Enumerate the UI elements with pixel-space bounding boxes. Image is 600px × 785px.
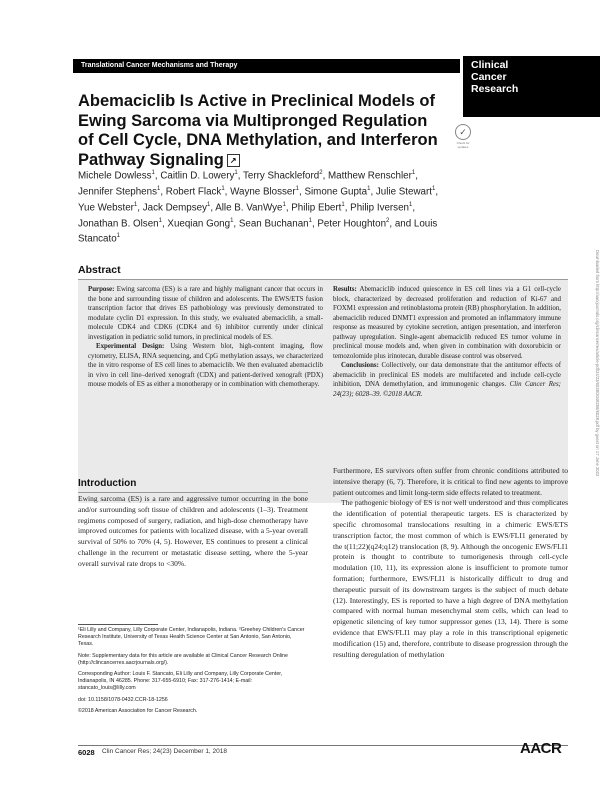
author-affiliation-mark: 1 bbox=[341, 201, 345, 208]
author-affiliation-mark: 1 bbox=[156, 185, 161, 192]
abstract-purpose bbox=[88, 285, 323, 342]
author-name: Caitlin D. Lowery bbox=[160, 170, 235, 182]
abstract-conclusions bbox=[333, 361, 561, 399]
author-name: Matthew Renschler bbox=[328, 170, 412, 182]
author-affiliation-mark: 1 bbox=[116, 233, 121, 240]
purpose-lead: Purpose: bbox=[88, 286, 115, 293]
section-label: Translational Cancer Mechanisms and Therapy bbox=[73, 59, 460, 73]
author-affiliation-mark: 2 bbox=[386, 217, 390, 224]
purpose-text: Ewing sarcoma (ES) is a rare and highly malignant cancer that occurs in the bone and surrounding tissue of children and adolescents. The EWS/ETS fusion transcription factor that drives ES pathobiology was previously demonstrated to modulate cyclin D1 expression. In this study, we evaluated abemaciclib, a small-molecule CDK4 and CDK6 (CDK4 and 6) inhibitor currently under clinical investigation in pediatric solid tumors, in preclinical models of ES. bbox=[88, 286, 324, 341]
author-name: Xueqian Gong bbox=[167, 217, 231, 229]
abstract-left-column bbox=[88, 285, 323, 390]
conclusions-lead: Conclusions: bbox=[341, 362, 379, 370]
check-updates-label[interactable]: Check for updates bbox=[456, 141, 470, 149]
conclusions-text: Collectively, our data demonstrate that the antitumor effects of abemaciclib in preclinical ES models are multifaceted and include cell-cycle inhibition, DNA demethylation, and immunogenic changes. bbox=[333, 362, 561, 389]
author-affiliation-mark: 1 bbox=[431, 185, 436, 192]
author-affiliation-mark: 1 bbox=[158, 217, 162, 224]
author-name: Jack Dempsey bbox=[142, 201, 207, 213]
doi[interactable]: doi: 10.1158/1078-0432.CCR-18-1256 bbox=[78, 696, 168, 703]
author-name: Peter Houghton bbox=[317, 217, 387, 229]
author-affiliation-mark: 1 bbox=[282, 201, 286, 208]
author-name: Jonathan B. Olsen bbox=[78, 217, 159, 229]
author-name: Sean Buchanan bbox=[238, 217, 309, 229]
article-title bbox=[78, 92, 438, 170]
abstract-right-column bbox=[333, 285, 561, 400]
abstract-rule bbox=[78, 279, 568, 280]
author-affiliation-mark: 1 bbox=[221, 185, 225, 192]
author-list: Michele Dowless$^1$, Caitlin D. Lowery$^1$, Terry Shackleford$^2$, Matthew Renschler$^1$, Jennifer Stephens$^1$, Robert Flack$^1$, Wayne Blosser$^1$, Simone Gupta$^1$, Julie Stewart$^1$, Yue Webster$^1$, Jack Dempsey$^1$, Alle B. VanWye$^1$, Philip Ebert$^1$, Philip Iversen$^1$, Jonathan B. Olsen$^1$, Xueqian Gong$^1$, Sean Buchanan$^1$, Peter Houghton$^2$, and Louis Stancato$^1$ bbox=[78, 170, 439, 245]
author-name: Philip Ebert bbox=[291, 201, 342, 213]
aacr-logo: AACR bbox=[520, 740, 562, 757]
introduction-heading: Introduction bbox=[78, 478, 137, 489]
abstract-citation: Clin Cancer Res; 24(23); 6028–39. ©2018 AACR. bbox=[333, 381, 561, 399]
notes-rule bbox=[78, 624, 158, 625]
author-name: and Louis Stancato bbox=[78, 217, 438, 245]
intro-paragraph-1: Ewing sarcoma (ES) is a rare and aggressive tumor occurring in the bone and/or surrounding soft tissue of children and adolescents (1–3). Treatment regimens composed of surgery, radiation, and high-dose chemotherapy have improved outcomes for patients with localized disease, with a 5-year overall survival of 50% to 70% (4, 5). However, ES continues to present a clinical challenge in the recurrent or metastatic disease setting, where the 5-year overall survival rate drops to <30%. bbox=[78, 494, 308, 568]
running-footer: Clin Cancer Res; 24(23) December 1, 2018 bbox=[102, 748, 228, 755]
author-name: Yue Webster bbox=[78, 201, 134, 213]
author-name: Alle B. VanWye bbox=[215, 201, 283, 213]
article-title-text: Abemaciclib Is Active in Preclinical Models of Ewing Sarcoma via Multipronged Regulation of Cell Cycle, DNA Methylation, and Interferon Pathway Signaling bbox=[78, 92, 438, 169]
check-updates-icon[interactable]: ✓ bbox=[455, 124, 471, 140]
author-affiliation-mark: 1 bbox=[295, 185, 299, 192]
intro-left-column bbox=[78, 494, 308, 570]
download-note: Downloaded from http://aacrjournals.org/clincancerres/article-pdf/24/23/6028/2048258/6028.pdf by guest on 17 June 2022 bbox=[595, 250, 600, 477]
page-number: 6028 bbox=[78, 748, 95, 757]
results-lead: Results: bbox=[333, 286, 357, 293]
journal-logo bbox=[463, 56, 600, 117]
author-affiliation-mark: 1 bbox=[230, 217, 234, 224]
results-text: Abemaciclib induced quiescence in ES cell lines via a G1 cell-cycle block, characterized by decreased proliferation and reduction of Ki-67 and FOXM1 expression and retinoblastoma protein (RB) phosphorylation. In addition, abemaciclib reduced DNMT1 expression and promoted an inflammatory immune response as measured by cytokine secretion, antigen presentation, and interferon pathway upregulation. Single-agent abemaciclib reduced ES tumor volume in preclinical mouse models and, when given in combination with doxorubicin or temozolomide plus irinotecan, durable disease control was observed. bbox=[333, 286, 561, 360]
corresponding-author: Corresponding Author: Louis F. Stancato, Eli Lilly and Company, Lilly Corporate Center, Indianapolis, IN 46285. Phone: 317-655-6910; Fax: 317-276-1414; E-mail: stancato_louis@lilly.com bbox=[78, 671, 283, 692]
author-name: Terry Shackleford bbox=[242, 170, 320, 182]
author-affiliation-mark: 1 bbox=[367, 185, 371, 192]
introduction-rule bbox=[78, 492, 308, 493]
author-affiliation-mark: 1 bbox=[308, 217, 312, 224]
footer-rule bbox=[78, 745, 568, 746]
design-lead: Experimental Design: bbox=[96, 343, 165, 351]
intro-paragraph-3: The pathogenic biology of ES is not well understood and thus complicates the identification of potential therapeutic targets. ES is characterized by specific chromosomal translocations resulting in a chimeric EWS/ETS transcription factor, the most common of which is EWS/FLI1 generated by the t(11;22)(q24;q12) translocation (8, 9). Although the oncogenic EWS/FLI1 protein is thought to contribute to tumorigenesis through cell-cycle modulation (10, 11), its expression alone is insufficient to promote tumor formation; furthermore, EWS/FLI1 is historically difficult to drug and therapeutic pursuit of its downstream targets is the subject of much debate (12). Interestingly, ES is reported to have a high degree of DNA methylation compared with normal human mesenchymal stem cells, which can lead to epigenetic silencing of key tumor suppressor genes (13, 14). There is some evidence that EWS/FLI1 may play a role in this transcriptional epigenetic modification (15) and, therefore, contribute to disease progression through the resulting deregulation of methylation bbox=[333, 498, 568, 659]
footnotes bbox=[78, 627, 308, 719]
abstract-heading: Abstract bbox=[78, 264, 121, 276]
supplementary-note: Note: Supplementary data for this article are available at Clinical Cancer Research Online (http://clincancerres.aacrjournals.org/). bbox=[78, 652, 288, 666]
author-affiliation-mark: 1 bbox=[133, 201, 138, 208]
affiliations-note: ¹Eli Lilly and Company, Lilly Corporate Center, Indianapolis, Indiana. ²Greehey Children's Cancer Research Institute, University of Texas Health Science Center at San Antonio, San Antonio, Texas. bbox=[78, 627, 305, 648]
design-text: Using Western blot, high-content imaging, flow cytometry, ELISA, RNA sequencing, and CpG methylation assays, we characterized the in vitro response of ES cell lines to abemaciclib. We then evaluated abemaciclib in vivo in cell line–derived xenograft (CDX) and patient-derived xenograft (PDX) mouse models of ES as either a monotherapy or in combination with chemotherapy. bbox=[88, 343, 323, 389]
journal-name-line2: Cancer bbox=[471, 71, 507, 83]
author-name: Simone Gupta bbox=[304, 186, 368, 198]
author-affiliation-mark: 1 bbox=[408, 201, 413, 208]
author-affiliation-mark: 1 bbox=[206, 201, 211, 208]
intro-right-column bbox=[333, 466, 568, 660]
author-name: Michele Dowless bbox=[78, 170, 152, 182]
author-affiliation-mark: 1 bbox=[234, 170, 238, 176]
open-access-icon: ↗ bbox=[227, 154, 240, 167]
abstract-design bbox=[88, 342, 323, 390]
journal-name-line3: Research bbox=[471, 83, 519, 95]
copyright: ©2018 American Association for Cancer Research. bbox=[78, 707, 198, 714]
intro-paragraph-2: Furthermore, ES survivors often suffer from chronic conditions attributed to intensive therapy (6, 7). Therefore, it is critical to find new agents to improve patient outcomes and limit long-term side effects related to treatment. bbox=[333, 466, 568, 497]
author-name: Jennifer Stephens bbox=[78, 186, 157, 198]
abstract-results bbox=[333, 285, 561, 361]
journal-name-line1: Clinical bbox=[471, 59, 509, 71]
author-name: Philip Iversen bbox=[350, 201, 409, 213]
author-name: Julie Stewart bbox=[375, 186, 432, 198]
author-name: Robert Flack bbox=[165, 186, 222, 198]
author-name: Wayne Blosser bbox=[230, 186, 296, 198]
author-affiliation-mark: 1 bbox=[151, 170, 155, 176]
author-affiliation-mark: 2 bbox=[319, 170, 323, 176]
author-affiliation-mark: 1 bbox=[411, 170, 416, 176]
